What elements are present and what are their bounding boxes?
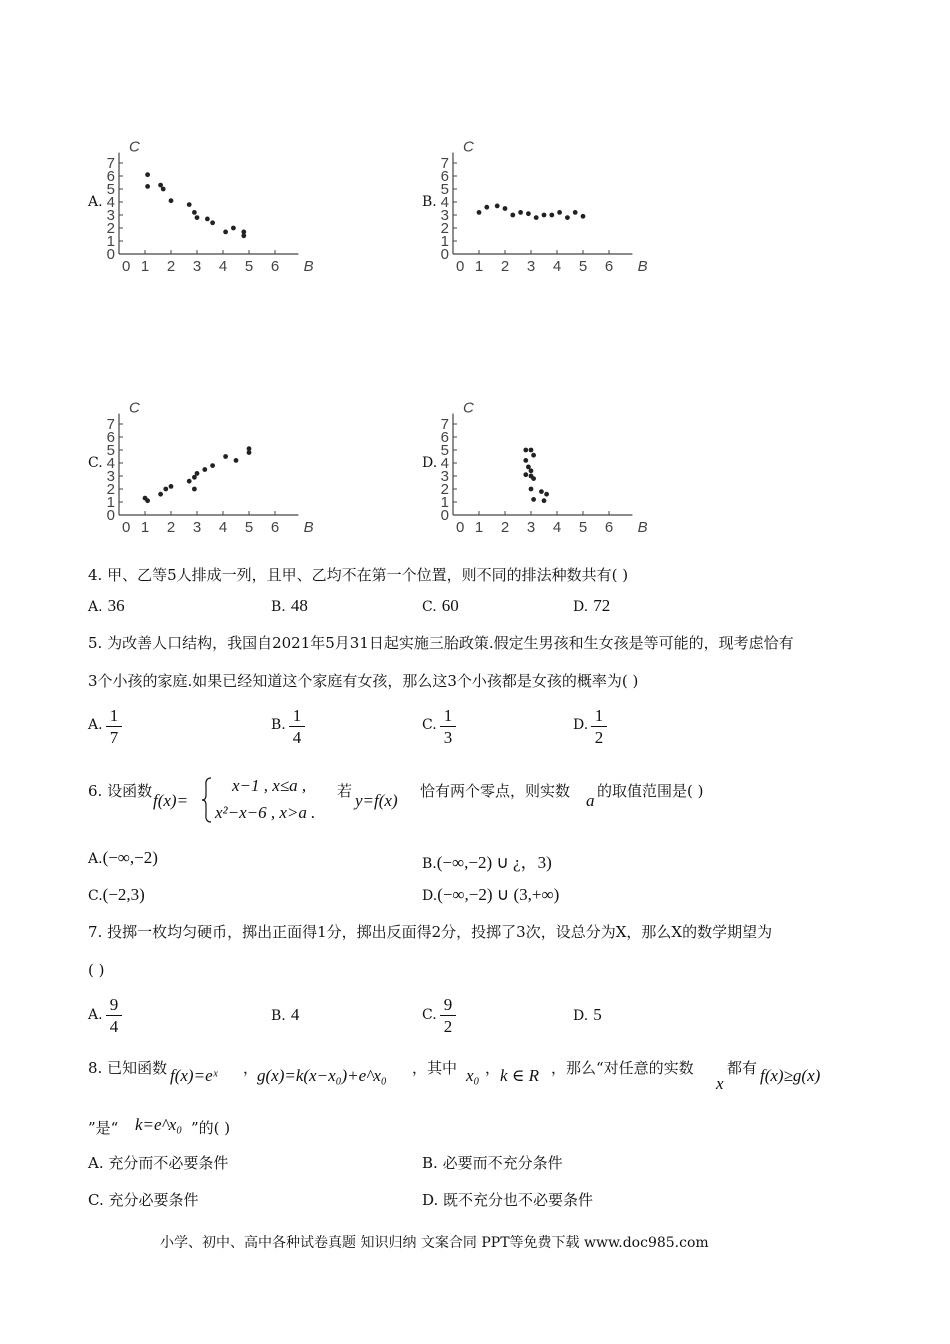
- x-tick-label: 4: [218, 258, 228, 275]
- q5-option-d-label[interactable]: D.: [573, 717, 589, 733]
- data-point: [526, 211, 531, 216]
- data-point: [169, 484, 174, 489]
- y-tick-label: 6: [440, 429, 449, 446]
- q6-option-c[interactable]: [88, 885, 145, 905]
- q8-where-text: ，其中: [412, 1059, 458, 1077]
- q8-option-b-label: B.: [422, 1154, 438, 1172]
- data-point: [531, 476, 536, 481]
- q8-separator-1: ，: [243, 1059, 259, 1077]
- y-tick-label: 4: [440, 455, 449, 472]
- q4-option-c-value: 60: [441, 596, 459, 615]
- question-5-line-1: 5. 为改善人口结构，我国自2021年5月31日起实施三胎政策.假定生男孩和生女孩是等可能的，现考虑恰有: [88, 634, 794, 652]
- scatter-chart-c: [100, 373, 320, 538]
- data-point: [223, 454, 228, 459]
- data-point: [549, 213, 554, 218]
- scatter-chart-d: [434, 373, 654, 538]
- y-tick-label: 0: [106, 507, 115, 524]
- q8-option-c-label: C.: [88, 1191, 104, 1209]
- x-tick-label: 0: [456, 258, 465, 275]
- data-point: [234, 458, 239, 463]
- q8-inequality: f(x)≥g(x): [760, 1066, 821, 1085]
- y-axis-label: C: [463, 399, 474, 417]
- y-tick-label: 6: [440, 168, 449, 185]
- x-tick-label: 4: [218, 519, 228, 536]
- q8-x0: x₀: [466, 1066, 480, 1085]
- x-tick-label: 2: [166, 519, 176, 536]
- data-point: [529, 468, 534, 473]
- x-axis-label: B: [637, 519, 648, 536]
- q6-option-b-label: B.: [422, 856, 437, 872]
- data-point: [231, 226, 236, 231]
- q7-option-b[interactable]: [271, 1005, 299, 1025]
- data-point: [539, 489, 544, 494]
- data-point: [581, 214, 586, 219]
- q6-option-a-value: (−∞,−2): [102, 848, 158, 867]
- data-point: [202, 467, 207, 472]
- q8-line-2-start: ”是“: [88, 1119, 119, 1137]
- x-tick-label: 4: [552, 258, 562, 275]
- q8-function-f: f(x)=eˣ: [170, 1066, 218, 1085]
- x-tick-label: 5: [244, 519, 254, 536]
- question-5-line-2: 3个小孩的家庭.如果已经知道这个家庭有女孩，那么这3个小孩都是女孩的概率为( ): [88, 672, 639, 690]
- q5-option-c-label[interactable]: C.: [422, 717, 437, 733]
- y-tick-label: 1: [440, 233, 449, 250]
- data-point: [523, 472, 528, 477]
- y-tick-label: 5: [106, 442, 115, 459]
- q8-function-g: g(x)=k(x−x₀)+e^x₀: [257, 1066, 387, 1085]
- x-tick-label: 3: [526, 519, 536, 536]
- q7-option-a-fraction: 9 4: [106, 995, 122, 1036]
- y-axis-label: C: [129, 399, 140, 417]
- data-point: [477, 210, 482, 215]
- data-point: [542, 498, 547, 503]
- q6-option-b[interactable]: [422, 848, 552, 873]
- y-tick-label: 4: [440, 194, 449, 211]
- q8-option-d[interactable]: [422, 1189, 593, 1210]
- scatter-chart-b: [434, 112, 654, 277]
- q8-option-c-value: 充分必要条件: [108, 1191, 199, 1209]
- data-point: [531, 453, 536, 458]
- y-tick-label: 2: [106, 481, 115, 498]
- x-tick-label: 3: [526, 258, 536, 275]
- q5-option-b-fraction: 1 4: [289, 706, 305, 747]
- data-point: [192, 210, 197, 215]
- q8-variable-x: x: [716, 1074, 724, 1093]
- q4-option-b-value: 48: [290, 596, 308, 615]
- y-tick-label: 3: [440, 468, 449, 485]
- data-point: [205, 217, 210, 222]
- y-tick-label: 0: [440, 507, 449, 524]
- x-tick-label: 2: [500, 258, 510, 275]
- data-point: [529, 487, 534, 492]
- q6-option-b-value: (−∞,−2) ∪ ¿，3): [436, 853, 552, 872]
- y-tick-label: 1: [106, 233, 115, 250]
- y-tick-label: 4: [106, 455, 115, 472]
- q8-option-a-label: A.: [88, 1154, 104, 1172]
- q4-option-c[interactable]: [422, 596, 459, 616]
- question-6-prefix: 6. 设函数: [88, 782, 153, 800]
- chart-c-label: C.: [88, 455, 103, 471]
- data-point: [529, 448, 534, 453]
- q6-option-a-label: A.: [88, 851, 103, 867]
- data-point: [192, 487, 197, 492]
- q6-y-equals-f: y=f(x): [355, 791, 398, 810]
- q6-left-brace: [201, 776, 213, 824]
- data-point: [158, 492, 163, 497]
- q4-option-c-label: C.: [422, 599, 437, 615]
- x-tick-label: 0: [122, 258, 131, 275]
- data-point: [145, 498, 150, 503]
- data-point: [495, 204, 500, 209]
- y-tick-label: 3: [440, 207, 449, 224]
- q6-option-c-label: C.: [88, 888, 103, 904]
- q6-function-f: f(x)=: [153, 791, 189, 810]
- x-tick-label: 6: [270, 258, 280, 275]
- q5-option-d-fraction: 1 2: [591, 706, 607, 747]
- q8-line-2-end: ”的( ): [191, 1119, 231, 1137]
- q7-option-c-fraction: 9 2: [440, 995, 456, 1036]
- data-point: [531, 497, 536, 502]
- q7-option-d-value: 5: [593, 1005, 602, 1024]
- q8-option-c[interactable]: [88, 1189, 199, 1210]
- q8-option-a[interactable]: [88, 1152, 228, 1173]
- data-point: [557, 210, 562, 215]
- q5-option-b-label[interactable]: B.: [271, 717, 286, 733]
- x-tick-label: 6: [270, 519, 280, 536]
- data-point: [195, 471, 200, 476]
- q6-option-c-value: (−2,3): [102, 885, 145, 904]
- data-point: [534, 215, 539, 220]
- y-tick-label: 5: [440, 181, 449, 198]
- q6-mid-text: 恰有两个零点，则实数: [420, 782, 571, 800]
- q6-case-2: x²−x−6 , x>a .: [215, 803, 316, 822]
- scatter-chart-a: [100, 112, 320, 277]
- data-point: [542, 213, 547, 218]
- q6-option-d[interactable]: [422, 885, 559, 905]
- y-axis-label: C: [129, 138, 140, 156]
- x-tick-label: 1: [140, 519, 150, 536]
- x-tick-label: 4: [552, 519, 562, 536]
- data-point: [195, 215, 200, 220]
- q8-option-b-value: 必要而不充分条件: [442, 1154, 563, 1172]
- x-tick-label: 5: [244, 258, 254, 275]
- y-tick-label: 5: [106, 181, 115, 198]
- q6-option-d-value: (−∞,−2) ∪ (3,+∞): [437, 885, 560, 904]
- data-point: [187, 479, 192, 484]
- x-tick-label: 0: [456, 519, 465, 536]
- q7-option-b-label: B.: [271, 1008, 286, 1024]
- chart-a-label: A.: [88, 194, 103, 210]
- chart-b-label: B.: [422, 194, 437, 210]
- q6-option-a[interactable]: [88, 848, 158, 868]
- q4-option-b[interactable]: [271, 596, 308, 616]
- data-point: [523, 448, 528, 453]
- y-tick-label: 3: [106, 468, 115, 485]
- q8-option-b[interactable]: [422, 1152, 563, 1173]
- data-point: [241, 233, 246, 238]
- y-tick-label: 6: [106, 168, 115, 185]
- data-point: [169, 198, 174, 203]
- q5-option-c-fraction: 1 3: [440, 706, 456, 747]
- question-8-prefix: 8. 已知函数: [88, 1059, 168, 1077]
- data-point: [145, 172, 150, 177]
- question-7-line-2: ( ): [88, 961, 105, 979]
- q8-k-in-r: k ∈ R: [500, 1066, 540, 1085]
- y-tick-label: 2: [440, 481, 449, 498]
- data-point: [210, 463, 215, 468]
- data-point: [192, 475, 197, 480]
- data-point: [163, 487, 168, 492]
- y-tick-label: 2: [440, 220, 449, 237]
- data-point: [518, 210, 523, 215]
- q5-option-a-fraction: 1 7: [106, 706, 122, 747]
- q6-case-1: x−1 , x≤a ,: [232, 776, 307, 795]
- y-tick-label: 4: [106, 194, 115, 211]
- data-point: [158, 183, 163, 188]
- y-tick-label: 7: [106, 416, 115, 433]
- x-axis-label: B: [303, 258, 314, 275]
- data-point: [210, 220, 215, 225]
- y-axis-label: C: [463, 138, 474, 156]
- x-tick-label: 3: [192, 258, 202, 275]
- y-tick-label: 7: [440, 416, 449, 433]
- q6-variable-a: a: [586, 791, 595, 810]
- x-tick-label: 6: [604, 519, 614, 536]
- q7-option-c-label[interactable]: C.: [422, 1007, 437, 1023]
- data-point: [573, 210, 578, 215]
- q4-option-a-label: A.: [88, 599, 103, 615]
- data-point: [526, 465, 531, 470]
- y-tick-label: 0: [106, 246, 115, 263]
- x-tick-label: 5: [578, 519, 588, 536]
- x-tick-label: 2: [500, 519, 510, 536]
- x-tick-label: 5: [578, 258, 588, 275]
- q8-have-text: 都有: [727, 1059, 758, 1077]
- q6-option-d-label: D.: [422, 888, 438, 904]
- x-tick-label: 3: [192, 519, 202, 536]
- q8-mid-text: ，那么“对任意的实数: [551, 1059, 694, 1077]
- q8-k-equals-e: k=e^x₀: [135, 1115, 183, 1134]
- x-tick-label: 1: [474, 258, 484, 275]
- q8-option-a-value: 充分而不必要条件: [108, 1154, 229, 1172]
- data-point: [223, 230, 228, 235]
- data-point: [565, 215, 570, 220]
- x-tick-label: 0: [122, 519, 131, 536]
- y-tick-label: 3: [106, 207, 115, 224]
- data-point: [523, 458, 528, 463]
- q4-option-b-label: B.: [271, 599, 286, 615]
- data-point: [484, 205, 489, 210]
- x-tick-label: 6: [604, 258, 614, 275]
- q4-option-a-value: 36: [107, 596, 125, 615]
- q4-option-d-label: D.: [573, 599, 589, 615]
- y-tick-label: 1: [440, 494, 449, 511]
- q7-option-a-label[interactable]: A.: [88, 1007, 103, 1023]
- q4-option-a[interactable]: [88, 596, 125, 616]
- data-point: [544, 492, 549, 497]
- q6-suffix-text: 的取值范围是( ): [597, 782, 704, 800]
- y-tick-label: 5: [440, 442, 449, 459]
- q7-option-d-label: D.: [573, 1008, 589, 1024]
- chart-d-label: D.: [422, 455, 438, 471]
- q8-option-d-value: 既不充分也不必要条件: [443, 1191, 594, 1209]
- x-tick-label: 1: [140, 258, 150, 275]
- q8-option-d-label: D.: [422, 1191, 439, 1209]
- x-axis-label: B: [303, 519, 314, 536]
- x-tick-label: 1: [474, 519, 484, 536]
- x-tick-label: 2: [166, 258, 176, 275]
- data-point: [503, 206, 508, 211]
- y-tick-label: 0: [440, 246, 449, 263]
- q7-option-d[interactable]: [573, 1005, 602, 1025]
- y-tick-label: 6: [106, 429, 115, 446]
- q7-option-b-value: 4: [290, 1005, 300, 1024]
- question-7-line-1: 7. 投掷一枚均匀硬币，掷出正面得1分，掷出反面得2分，投掷了3次，设总分为X，那么X的数学期望为: [88, 923, 773, 941]
- data-point: [161, 187, 166, 192]
- data-point: [187, 202, 192, 207]
- q5-option-a-label[interactable]: A.: [88, 717, 103, 733]
- data-point: [145, 184, 150, 189]
- y-tick-label: 7: [440, 155, 449, 172]
- page-footer: 小学、初中、高中各种试卷真题 知识归纳 文案合同 PPT等免费下载 www.doc985.com: [160, 1235, 709, 1251]
- y-tick-label: 2: [106, 220, 115, 237]
- data-point: [510, 213, 515, 218]
- y-tick-label: 1: [106, 494, 115, 511]
- q6-if-text: 若: [337, 782, 353, 800]
- q8-separator-2: ，: [485, 1059, 501, 1077]
- x-axis-label: B: [637, 258, 648, 275]
- data-point: [247, 450, 252, 455]
- q4-option-d[interactable]: [573, 596, 610, 616]
- y-tick-label: 7: [106, 155, 115, 172]
- q4-option-d-value: 72: [593, 596, 611, 615]
- question-4-text: 4. 甲、乙等5人排成一列，且甲、乙均不在第一个位置，则不同的排法种数共有( ): [88, 566, 629, 584]
